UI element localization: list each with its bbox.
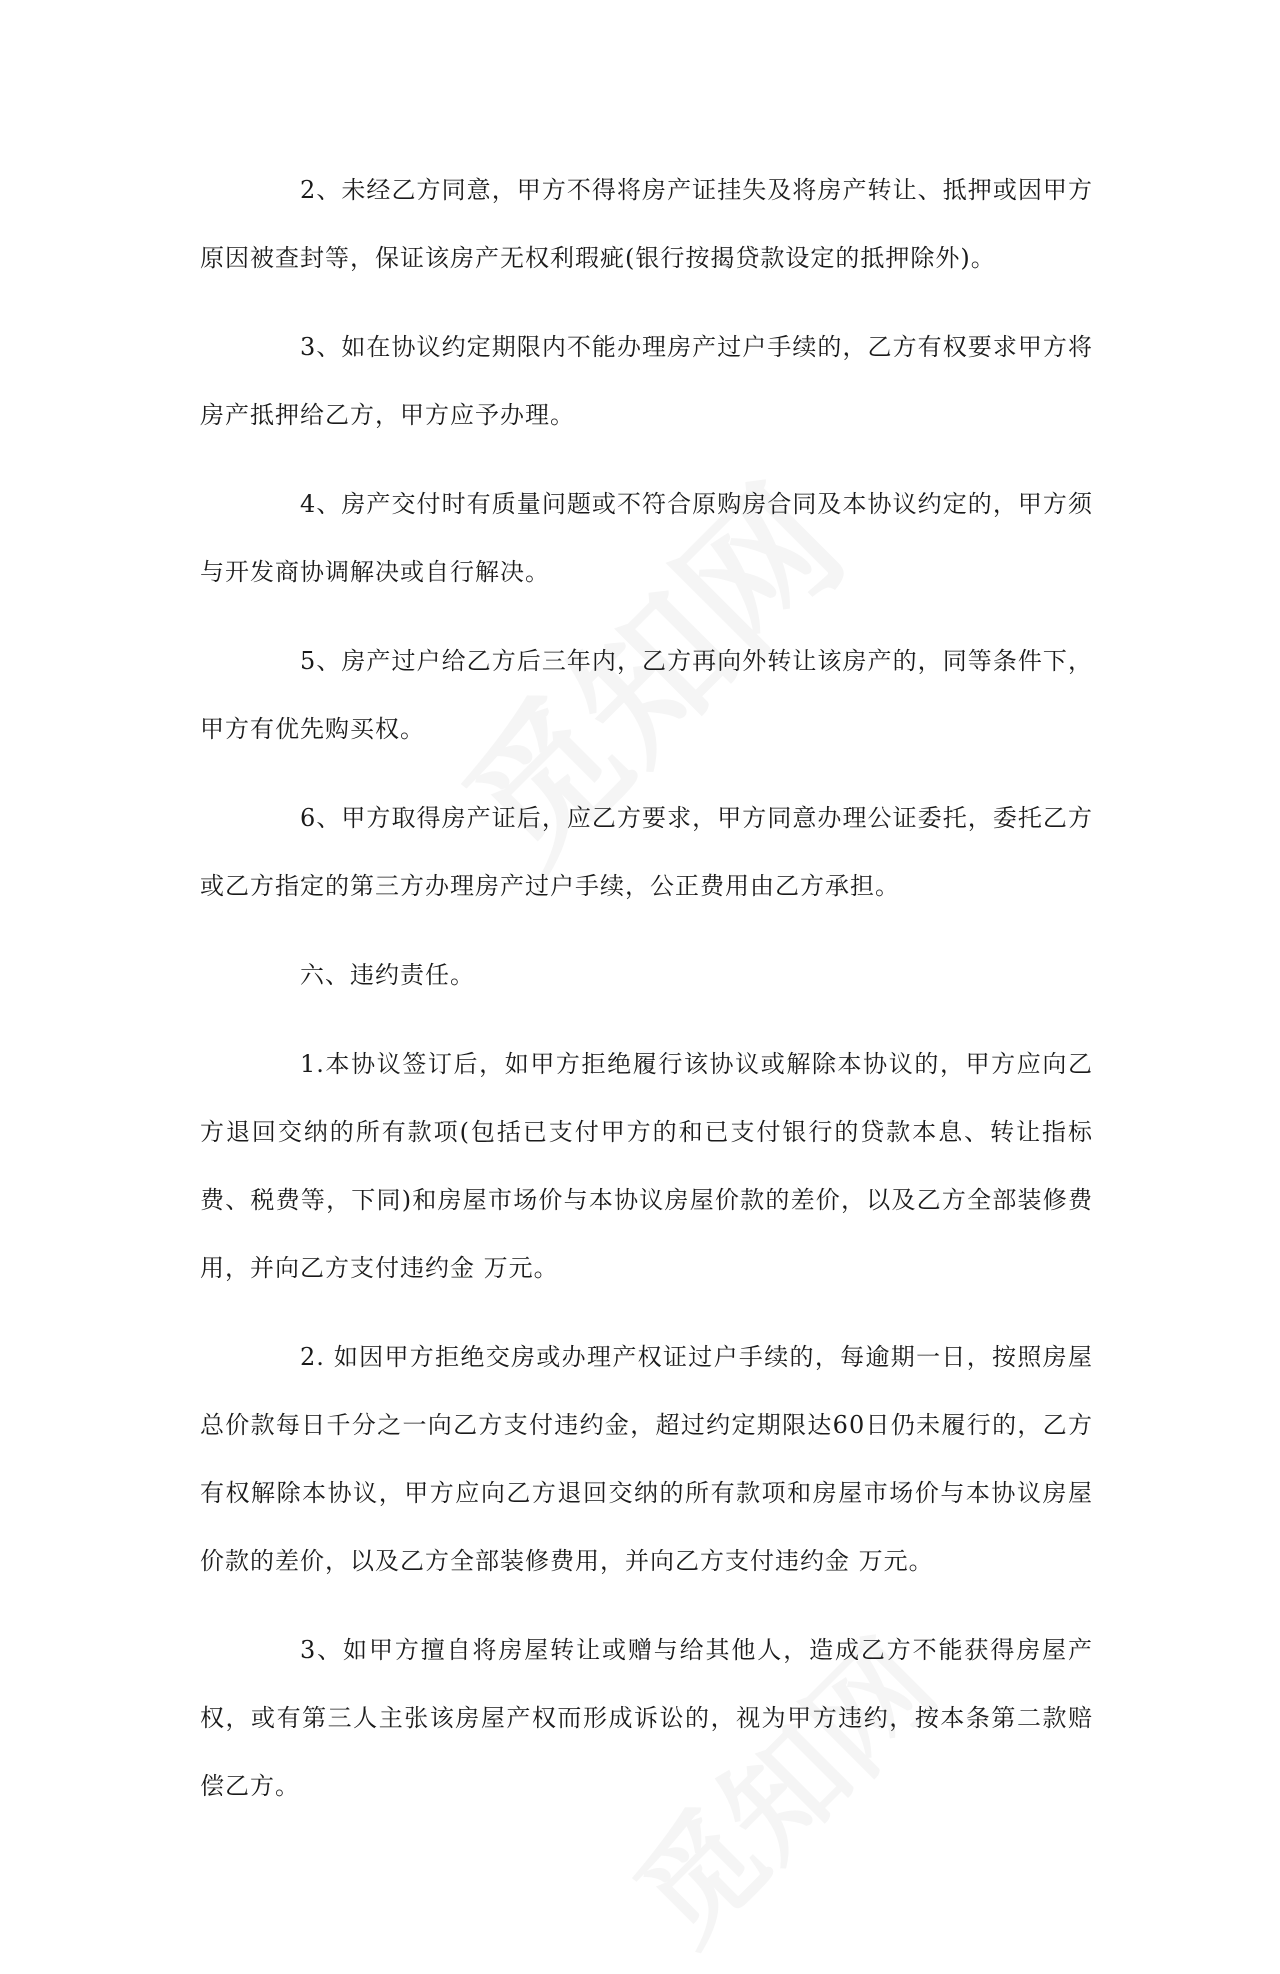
paragraph-breach-3: 3、如甲方擅自将房屋转让或赠与给其他人，造成乙方不能获得房屋产权，或有第三人主张该房屋产权而形成诉讼的，视为甲方违约，按本条第二款赔偿乙方。 bbox=[200, 1636, 1093, 1800]
paragraph-clause-2: 2、未经乙方同意，甲方不得将房产证挂失及将房产转让、抵押或因甲方原因被查封等，保证该房产无权利瑕疵(银行按揭贷款设定的抵押除外)。 bbox=[200, 176, 1093, 272]
paragraph-breach-1: 1.本协议签订后，如甲方拒绝履行该协议或解除本协议的，甲方应向乙方退回交纳的所有款项(包括已支付甲方的和已支付银行的贷款本息、转让指标费、税费等，下同)和房屋市场价与本协议房屋价款的差价，以及乙方全部装修费用，并向乙方支付违约金 万元。 bbox=[200, 1050, 1093, 1282]
paragraph-clause-3: 3、如在协议约定期限内不能办理房产过户手续的，乙方有权要求甲方将房产抵押给乙方，甲方应予办理。 bbox=[200, 333, 1093, 429]
paragraph-breach-2: 2. 如因甲方拒绝交房或办理产权证过户手续的，每逾期一日，按照房屋总价款每日千分之一向乙方支付违约金，超过约定期限达60日仍未履行的，乙方有权解除本协议，甲方应向乙方退回交纳的所有款项和房屋市场价与本协议房屋价款的差价，以及乙方全部装修费用，并向乙方支付违约金 万元。 bbox=[200, 1343, 1093, 1575]
document-body bbox=[200, 156, 1093, 1841]
paragraph-clause-6: 6、甲方取得房产证后，应乙方要求，甲方同意办理公证委托，委托乙方或乙方指定的第三方办理房产过户手续，公正费用由乙方承担。 bbox=[200, 804, 1093, 900]
paragraph-clause-4: 4、房产交付时有质量问题或不符合原购房合同及本协议约定的，甲方须与开发商协调解决或自行解决。 bbox=[200, 490, 1093, 586]
section-heading-breach-liability: 六、违约责任。 bbox=[300, 961, 475, 989]
paragraph-clause-5: 5、房产过户给乙方后三年内，乙方再向外转让该房产的，同等条件下，甲方有优先购买权。 bbox=[200, 647, 1093, 743]
